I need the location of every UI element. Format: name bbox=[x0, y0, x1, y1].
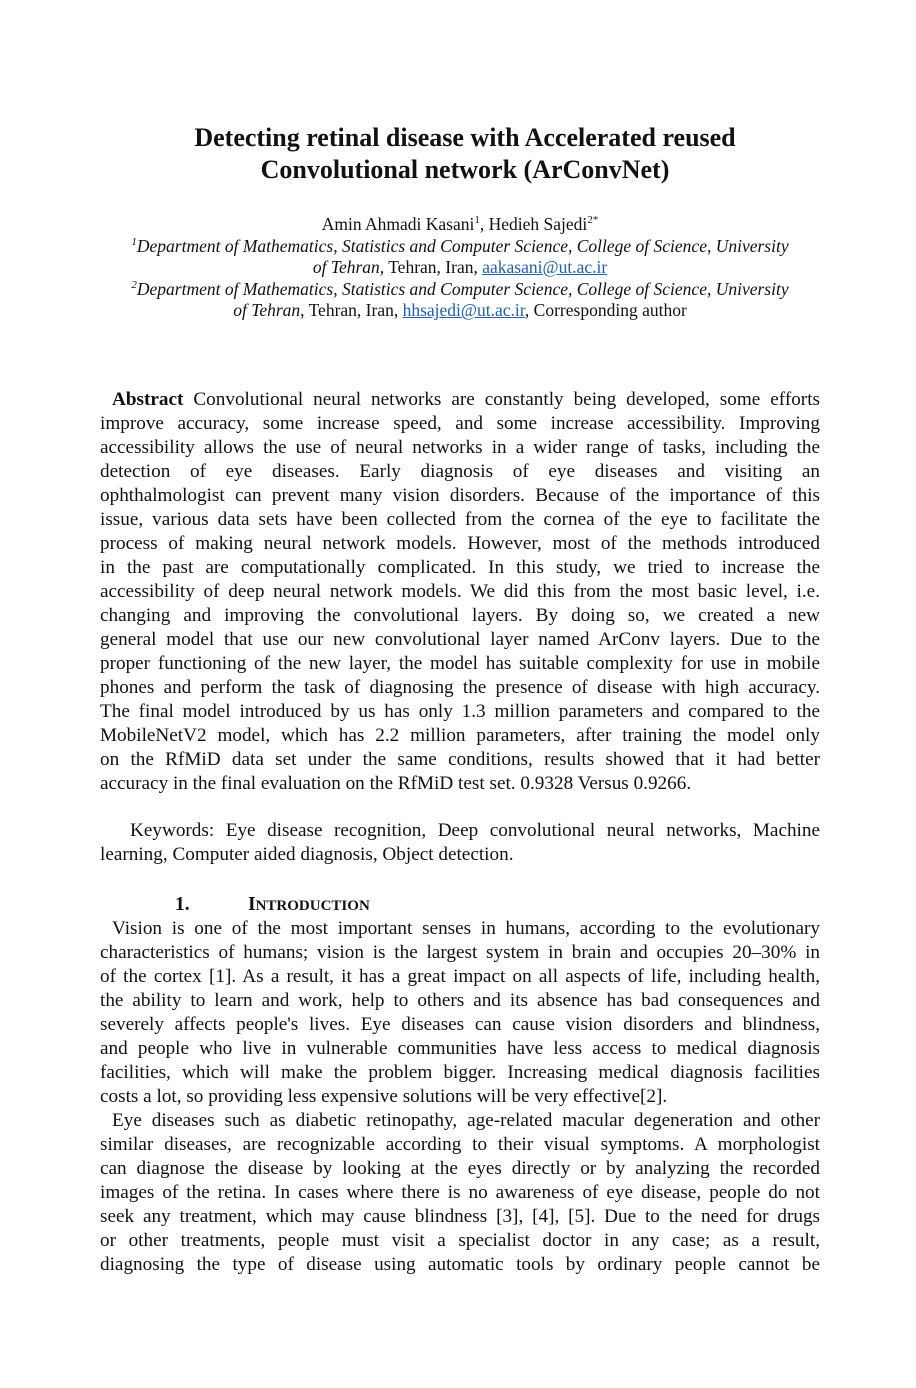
text-line: or other treatments, people must visit a specialist doctor in any case; as a result, bbox=[100, 1230, 820, 1251]
text-line: costs a lot, so providing less expensive solutions will be very effective[2]. bbox=[100, 1086, 668, 1107]
section-number: 1. bbox=[175, 894, 190, 915]
title-line: Detecting retinal disease with Accelerated reused bbox=[194, 123, 736, 152]
affil-sup: 2 bbox=[131, 278, 137, 291]
introduction-body bbox=[100, 917, 820, 1277]
text-line: images of the retina. In cases where there is no awareness of eye disease, people do not bbox=[100, 1182, 820, 1203]
affil-text: Tehran, Iran, bbox=[384, 257, 483, 278]
text-line: similar diseases, are recognizable according to their visual symptoms. A morphologist bbox=[100, 1134, 820, 1155]
text-line: issue, various data sets have been collected from the cornea of the eye to facilitate the bbox=[100, 509, 820, 530]
paper-title bbox=[0, 122, 916, 186]
text-line: Keywords: Eye disease recognition, Deep convolutional neural networks, Machine bbox=[130, 820, 820, 841]
author-name: Amin Ahmadi Kasani bbox=[321, 214, 475, 234]
text-line: can diagnose the disease by looking at the eyes directly or by analyzing the recorded bbox=[100, 1158, 820, 1179]
author-block bbox=[100, 214, 820, 322]
author-sup: 2* bbox=[587, 214, 599, 227]
text-line: ophthalmologist can prevent many vision disorders. Because of the importance of this bbox=[100, 485, 820, 506]
text-line: diagnosing the type of disease using automatic tools by ordinary people cannot be bbox=[100, 1254, 820, 1275]
title-line: Convolutional network (ArConvNet) bbox=[260, 155, 670, 184]
author-names: Amin Ahmadi Kasani$^1$, Hedieh Sajedi$^{2*}$ bbox=[321, 214, 599, 234]
text-line: of the cortex [1]. As a result, it has a great impact on all aspects of life, including health, bbox=[100, 966, 820, 987]
text-line: proper functioning of the new layer, the model has suitable complexity for use in mobile bbox=[100, 653, 820, 674]
text-line: improve accuracy, some increase speed, and some increase accessibility. Improving bbox=[100, 413, 820, 434]
text-line: on the RfMiD data set under the same conditions, results showed that it had better bbox=[100, 749, 820, 770]
text-line: and people who live in vulnerable communities have less access to medical diagnosis bbox=[100, 1038, 820, 1059]
text-line: phones and perform the task of diagnosing the presence of disease with high accuracy. bbox=[100, 677, 820, 698]
text-line: in the past are computationally complicated. In this study, we tried to increase the bbox=[100, 557, 820, 578]
text-span: Convolutional neural networks are constantly being developed, some efforts bbox=[183, 389, 820, 410]
abstract-label: Abstract bbox=[112, 389, 184, 410]
section-heading bbox=[248, 893, 370, 918]
text-line: accessibility allows the use of neural networks in a wider range of tasks, including the bbox=[100, 437, 820, 458]
text-line: process of making neural network models. However, most of the methods introduced bbox=[100, 533, 820, 554]
affil-text: of Tehran, bbox=[312, 257, 385, 278]
text-line: accessibility of deep neural network models. We did this from the most basic level, i.e. bbox=[100, 581, 820, 602]
text-line: detection of eye diseases. Early diagnosis of eye diseases and visiting an bbox=[100, 461, 820, 482]
text-line: general model that use our new convolutional layer named ArConv layers. Due to the bbox=[100, 629, 820, 650]
text-line: characteristics of humans; vision is the largest system in brain and occupies 20–30% in bbox=[100, 942, 820, 963]
text-line: Eye diseases such as diabetic retinopathy, age-related macular degeneration and other bbox=[112, 1110, 820, 1131]
author-sup: 1 bbox=[474, 214, 480, 227]
author-name: Hedieh Sajedi bbox=[488, 214, 588, 234]
heading-rest: NTRODUCTION bbox=[255, 898, 370, 914]
affiliation-2 bbox=[100, 279, 820, 322]
heading-initial: I bbox=[248, 894, 256, 915]
abstract bbox=[100, 388, 820, 796]
text-line: MobileNetV2 model, which has 2.2 million parameters, after training the model only bbox=[100, 725, 820, 746]
text-line: changing and improving the convolutional layers. By doing so, we created a new bbox=[100, 605, 820, 626]
text-line: The final model introduced by us has only 1.3 million parameters and compared to the bbox=[100, 701, 820, 722]
text-line: seek any treatment, which may cause blindness [3], [4], [5]. Due to the need for drugs bbox=[100, 1206, 820, 1227]
email-link[interactable]: hhsajedi@ut.ac.ir bbox=[402, 300, 525, 321]
email-link[interactable]: aakasani@ut.ac.ir bbox=[482, 257, 608, 278]
affil-text: Department of Mathematics, Statistics and Computer Science, College of Science, University bbox=[136, 278, 789, 299]
affil-text: , Corresponding author bbox=[524, 300, 687, 321]
keywords bbox=[100, 819, 820, 867]
affil-text: Department of Mathematics, Statistics and Computer Science, College of Science, University bbox=[136, 235, 789, 256]
affiliation-1 bbox=[100, 236, 820, 279]
text-line bbox=[100, 388, 820, 412]
text-line: the ability to learn and work, help to others and its absence has bad consequences and bbox=[100, 990, 820, 1011]
affil-text: of Tehran, bbox=[233, 300, 305, 321]
affil-text: Tehran, Iran, bbox=[304, 300, 403, 321]
affil-sup: 1 bbox=[131, 235, 137, 248]
text-line: accuracy in the final evaluation on the RfMiD test set. 0.9328 Versus 0.9266. bbox=[100, 773, 692, 794]
text-line: Vision is one of the most important senses in humans, according to the evolutionary bbox=[112, 918, 820, 939]
text-line: learning, Computer aided diagnosis, Object detection. bbox=[100, 844, 514, 865]
text-line: facilities, which will make the problem bigger. Increasing medical diagnosis facilities bbox=[100, 1062, 820, 1083]
text-line: severely affects people's lives. Eye diseases can cause vision disorders and blindness, bbox=[100, 1014, 820, 1035]
